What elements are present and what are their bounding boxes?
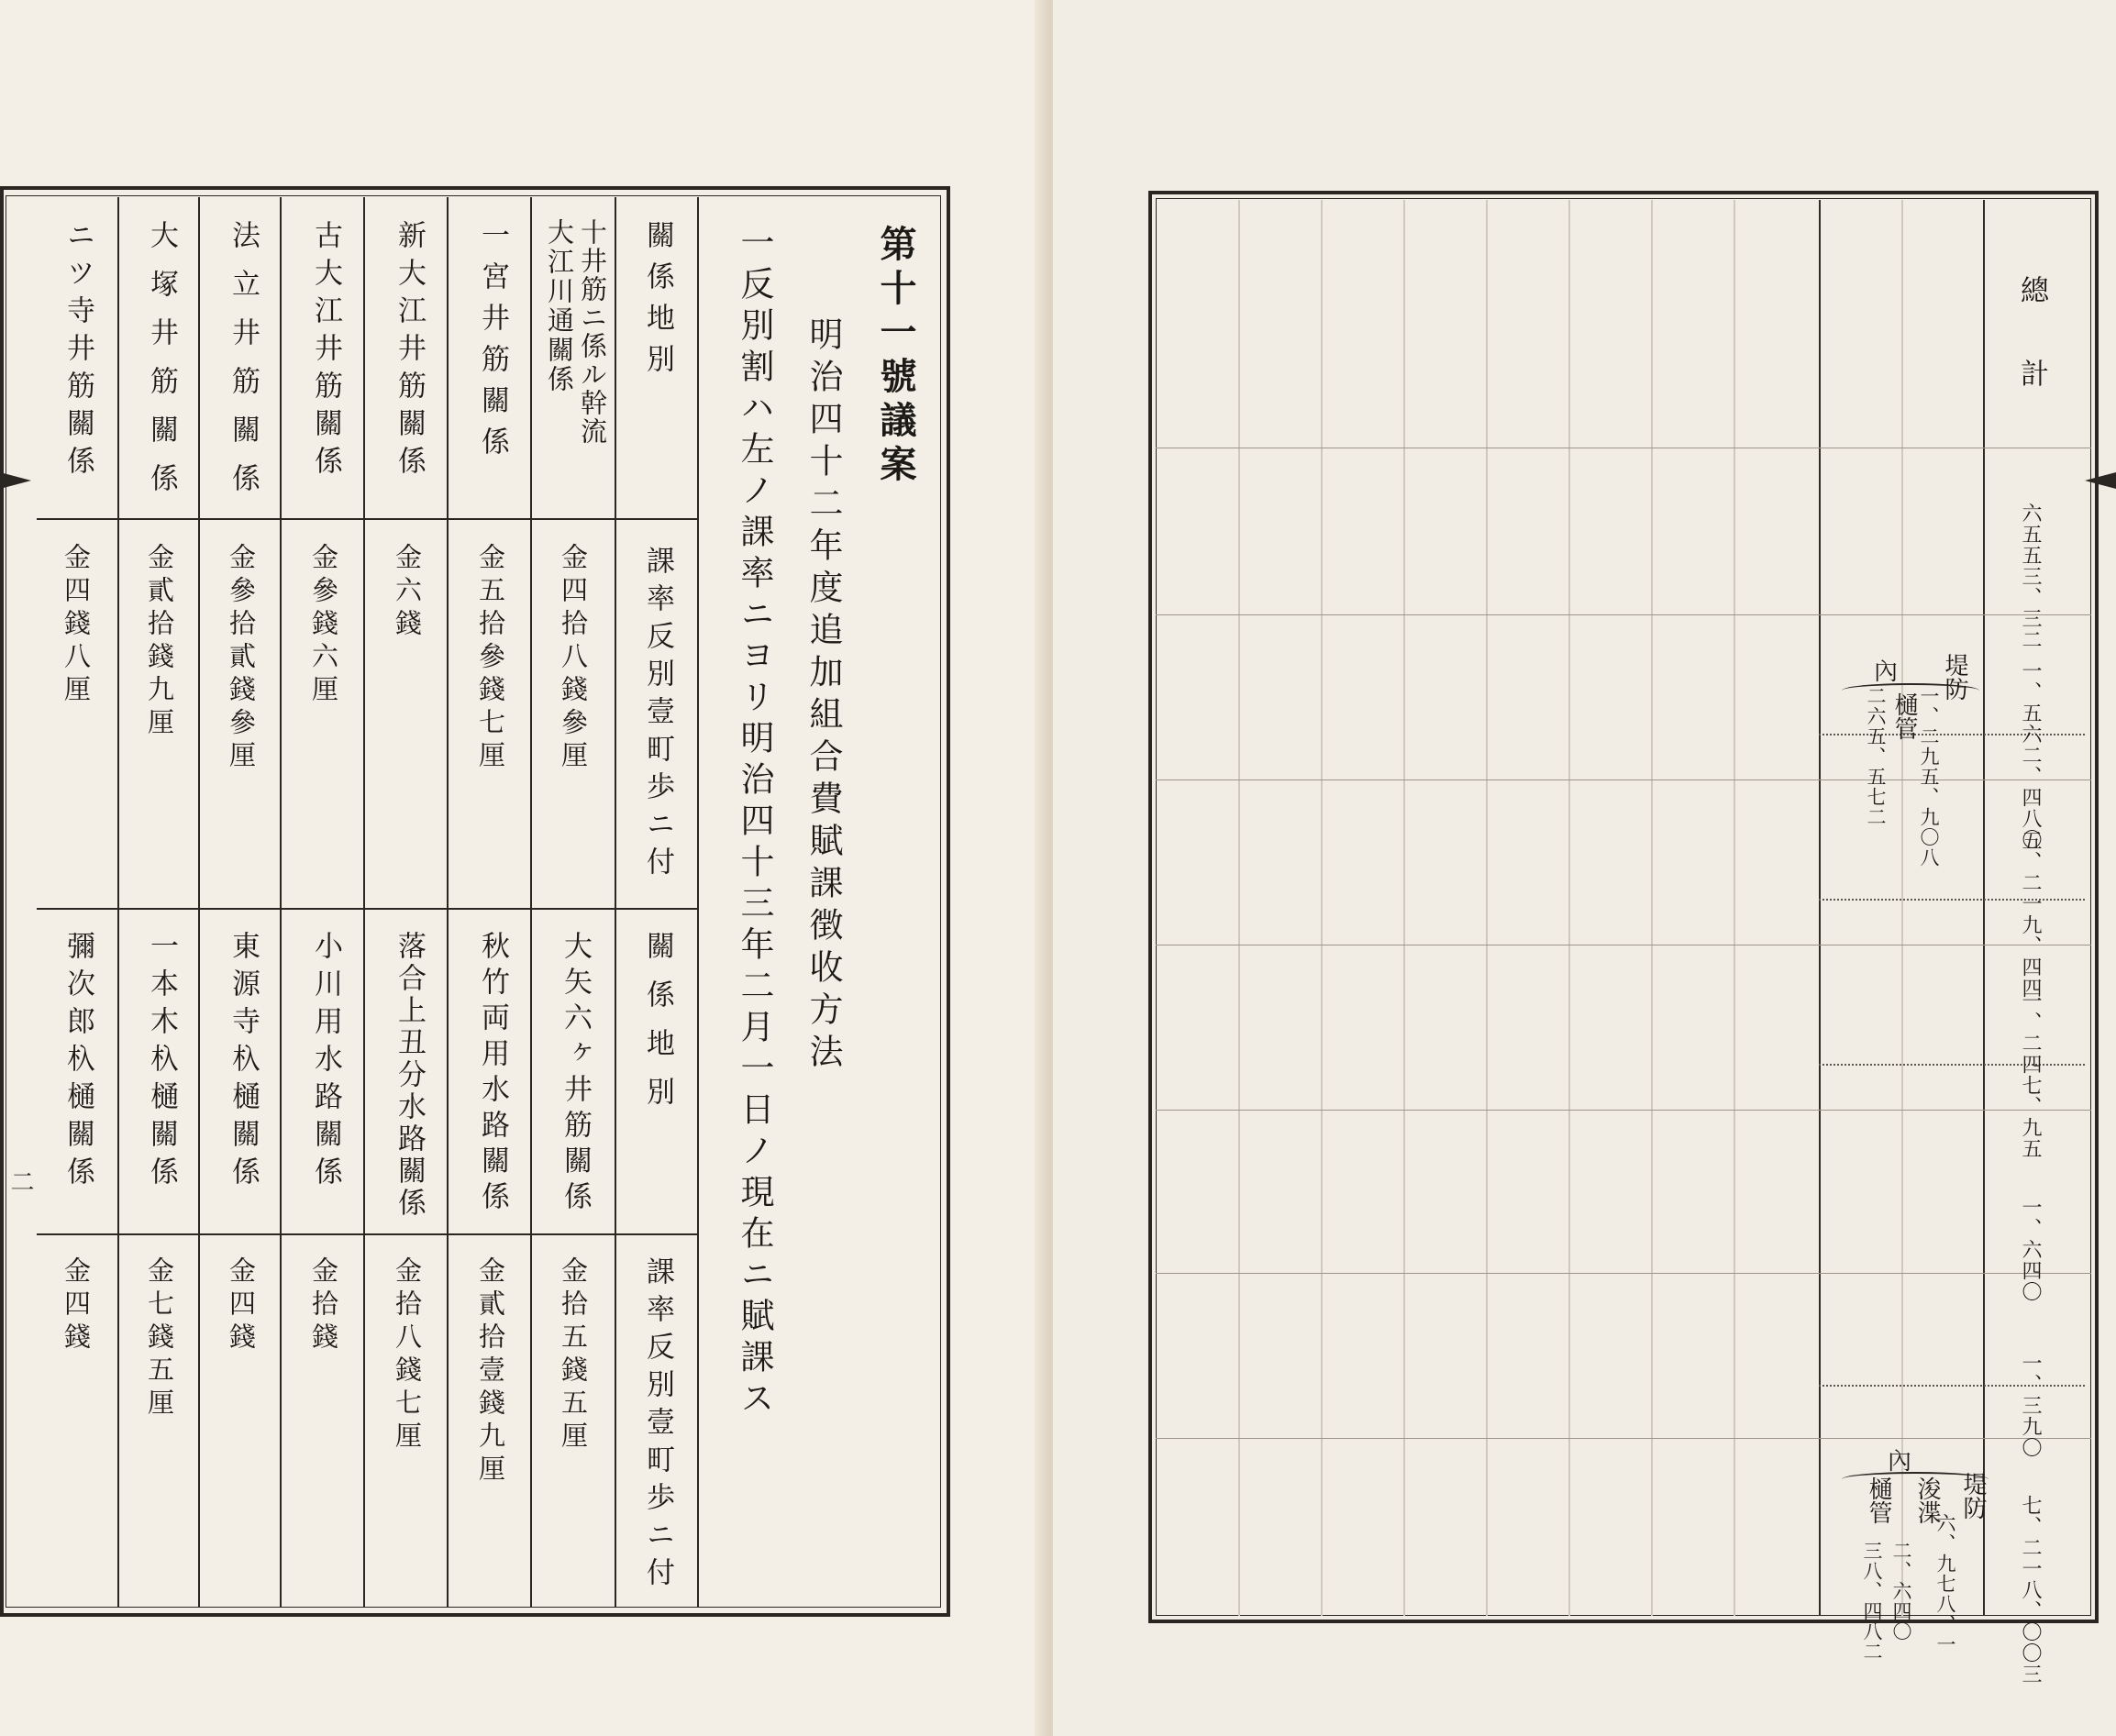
right-dotted-line (1819, 734, 2085, 735)
right-col-line-faint (1734, 200, 1735, 1616)
total-value-2: 一、五六二、四八〇 (2019, 660, 2042, 850)
breakdown-1-value-1: 一、二九五、九〇八 (1918, 686, 1940, 868)
document-title: 第十一號議案 (874, 225, 917, 489)
right-col-line-faint (1568, 200, 1570, 1616)
lower-row-1-area: 大矢六ヶ井筋關係 (559, 931, 592, 1217)
lower-row-1-rate: 金拾五錢五厘 (558, 1256, 589, 1454)
document-subtitle: 明治四十二年度追加組合費賦課徴收方法 (803, 316, 843, 1076)
right-col-line-faint (1403, 200, 1405, 1616)
breakdown-1-value-2: 二六五、五七二 (1865, 686, 1887, 827)
upper-row-6-area: 大塚井筋關係 (145, 220, 178, 512)
breakdown-2-value-3: 三八、四八二 (1861, 1541, 1883, 1662)
upper-row-2-area: 一宮井筋關係 (476, 220, 509, 468)
document-statement: 一反別割ハ左ノ課率ニヨリ明治四十三年二月一日ノ現在ニ賦課ス (735, 225, 774, 1421)
page-number: 二 (6, 1169, 34, 1193)
right-inner-frame (1156, 198, 2091, 1616)
breakdown-2-value-1: 六、九七八、一 (1934, 1513, 1956, 1654)
right-col-line (1983, 200, 1985, 1616)
right-dotted-line (1819, 1064, 2085, 1066)
lower-row-4-area: 小川用水路關係 (309, 931, 342, 1194)
total-value-3: 五、二一九、四四 (2019, 830, 2042, 999)
total-label: 總計 (2015, 275, 2048, 442)
breakdown-1-item-2: 樋管 (1890, 692, 1918, 740)
header-rate-upper: 課率反別壹町歩ニ付 (641, 546, 674, 884)
upper-row-4-rate: 金參錢六厘 (308, 543, 339, 708)
right-row-line (1156, 1273, 2091, 1274)
upper-row-7-rate: 金四錢八厘 (61, 543, 92, 708)
lower-row-3-area: 落合上丑分水路關係 (393, 931, 426, 1220)
right-row-line (1156, 1438, 2091, 1439)
right-col-line (1819, 200, 1821, 1616)
lower-row-4-rate: 金拾錢 (308, 1256, 339, 1355)
table-col-line (363, 197, 365, 908)
upper-row-3-rate: 金六錢 (392, 543, 423, 642)
table-col-line (530, 197, 532, 908)
left-page (0, 0, 1046, 1736)
upper-row-6-rate: 金貳拾錢九厘 (144, 543, 175, 741)
table-col-line (447, 908, 449, 1608)
upper-row-2-rate: 金五拾參錢七厘 (475, 543, 506, 774)
total-value-5: 一、六四〇 (2019, 1197, 2042, 1302)
lower-row-7-area: 彌次郎杁樋關係 (61, 931, 94, 1194)
table-col-line (117, 197, 119, 908)
breakdown-2-item-3: 樋管 (1865, 1476, 1892, 1524)
breakdown-2-item-1: 堤防 (1959, 1472, 1987, 1520)
breakdown-2-item-2: 浚渫 (1913, 1476, 1941, 1524)
right-col-line-faint (1238, 200, 1240, 1616)
lower-row-2-rate: 金貳拾壹錢九厘 (475, 1256, 506, 1487)
right-dotted-line (1819, 1385, 2085, 1387)
lower-row-7-rate: 金四錢 (61, 1256, 92, 1355)
right-col-line-faint (1486, 200, 1488, 1616)
total-value-last: 七、二一八、〇〇三 (2019, 1495, 2042, 1685)
table-row-line (37, 908, 697, 910)
breakdown-2-value-2: 二、六四〇 (1890, 1541, 1912, 1642)
table-col-line (198, 908, 200, 1608)
lower-row-3-rate: 金拾八錢七厘 (392, 1256, 423, 1454)
right-col-line-faint (1651, 200, 1653, 1616)
breakdown-2-label: 內 (1888, 1448, 1912, 1476)
table-col-line (198, 197, 200, 908)
table-col-line (447, 197, 449, 908)
lower-row-6-area: 一本木杁樋關係 (145, 931, 178, 1194)
lower-row-5-area: 東源寺杁樋關係 (227, 931, 260, 1194)
lower-row-5-rate: 金四錢 (226, 1256, 257, 1355)
total-value-4: 一、二四七、九五 (2019, 990, 2042, 1159)
right-page (1053, 0, 2116, 1736)
table-col-line (117, 908, 119, 1608)
upper-row-7-area: ニツ寺井筋關係 (61, 220, 94, 483)
header-area-upper: 關係地別 (641, 220, 674, 385)
breakdown-1-label: 內 (1874, 658, 1899, 686)
table-col-line (363, 908, 365, 1608)
upper-row-1-area-b: 大江川通關係 (544, 218, 575, 394)
header-area-lower: 關係地別 (641, 931, 674, 1125)
upper-row-5-rate: 金參拾貳錢參厘 (226, 543, 257, 774)
right-row-line (1156, 614, 2091, 615)
table-col-line (530, 908, 532, 1608)
table-col-line (280, 908, 282, 1608)
table-col-line (280, 197, 282, 908)
table-col-line (615, 197, 616, 1608)
right-dotted-line (1819, 899, 2085, 901)
right-row-line (1156, 1110, 2091, 1111)
upper-row-1-area-a: 十井筋ニ係ル幹流 (577, 218, 608, 446)
upper-row-3-area: 新大江井筋關係 (393, 220, 426, 483)
table-row-line (37, 1233, 697, 1235)
total-value-6: 一、三九〇 (2019, 1353, 2042, 1458)
breakdown-1-item-1: 堤防 (1941, 653, 1968, 701)
table-row-line (37, 518, 697, 520)
right-col-line-faint (1901, 200, 1903, 1616)
upper-row-4-area: 古大江井筋關係 (309, 220, 342, 483)
upper-row-1-rate: 金四拾八錢參厘 (558, 543, 589, 774)
lower-row-6-rate: 金七錢五厘 (144, 1256, 175, 1421)
table-divider-right (697, 197, 699, 1608)
lower-row-2-area: 秋竹両用水路關係 (476, 931, 509, 1217)
upper-row-5-area: 法立井筋關係 (227, 220, 260, 512)
header-rate-lower: 課率反別壹町歩ニ付 (641, 1256, 674, 1595)
total-value-1: 六五五三、三二 (2019, 503, 2042, 650)
right-col-line-faint (1321, 200, 1323, 1616)
